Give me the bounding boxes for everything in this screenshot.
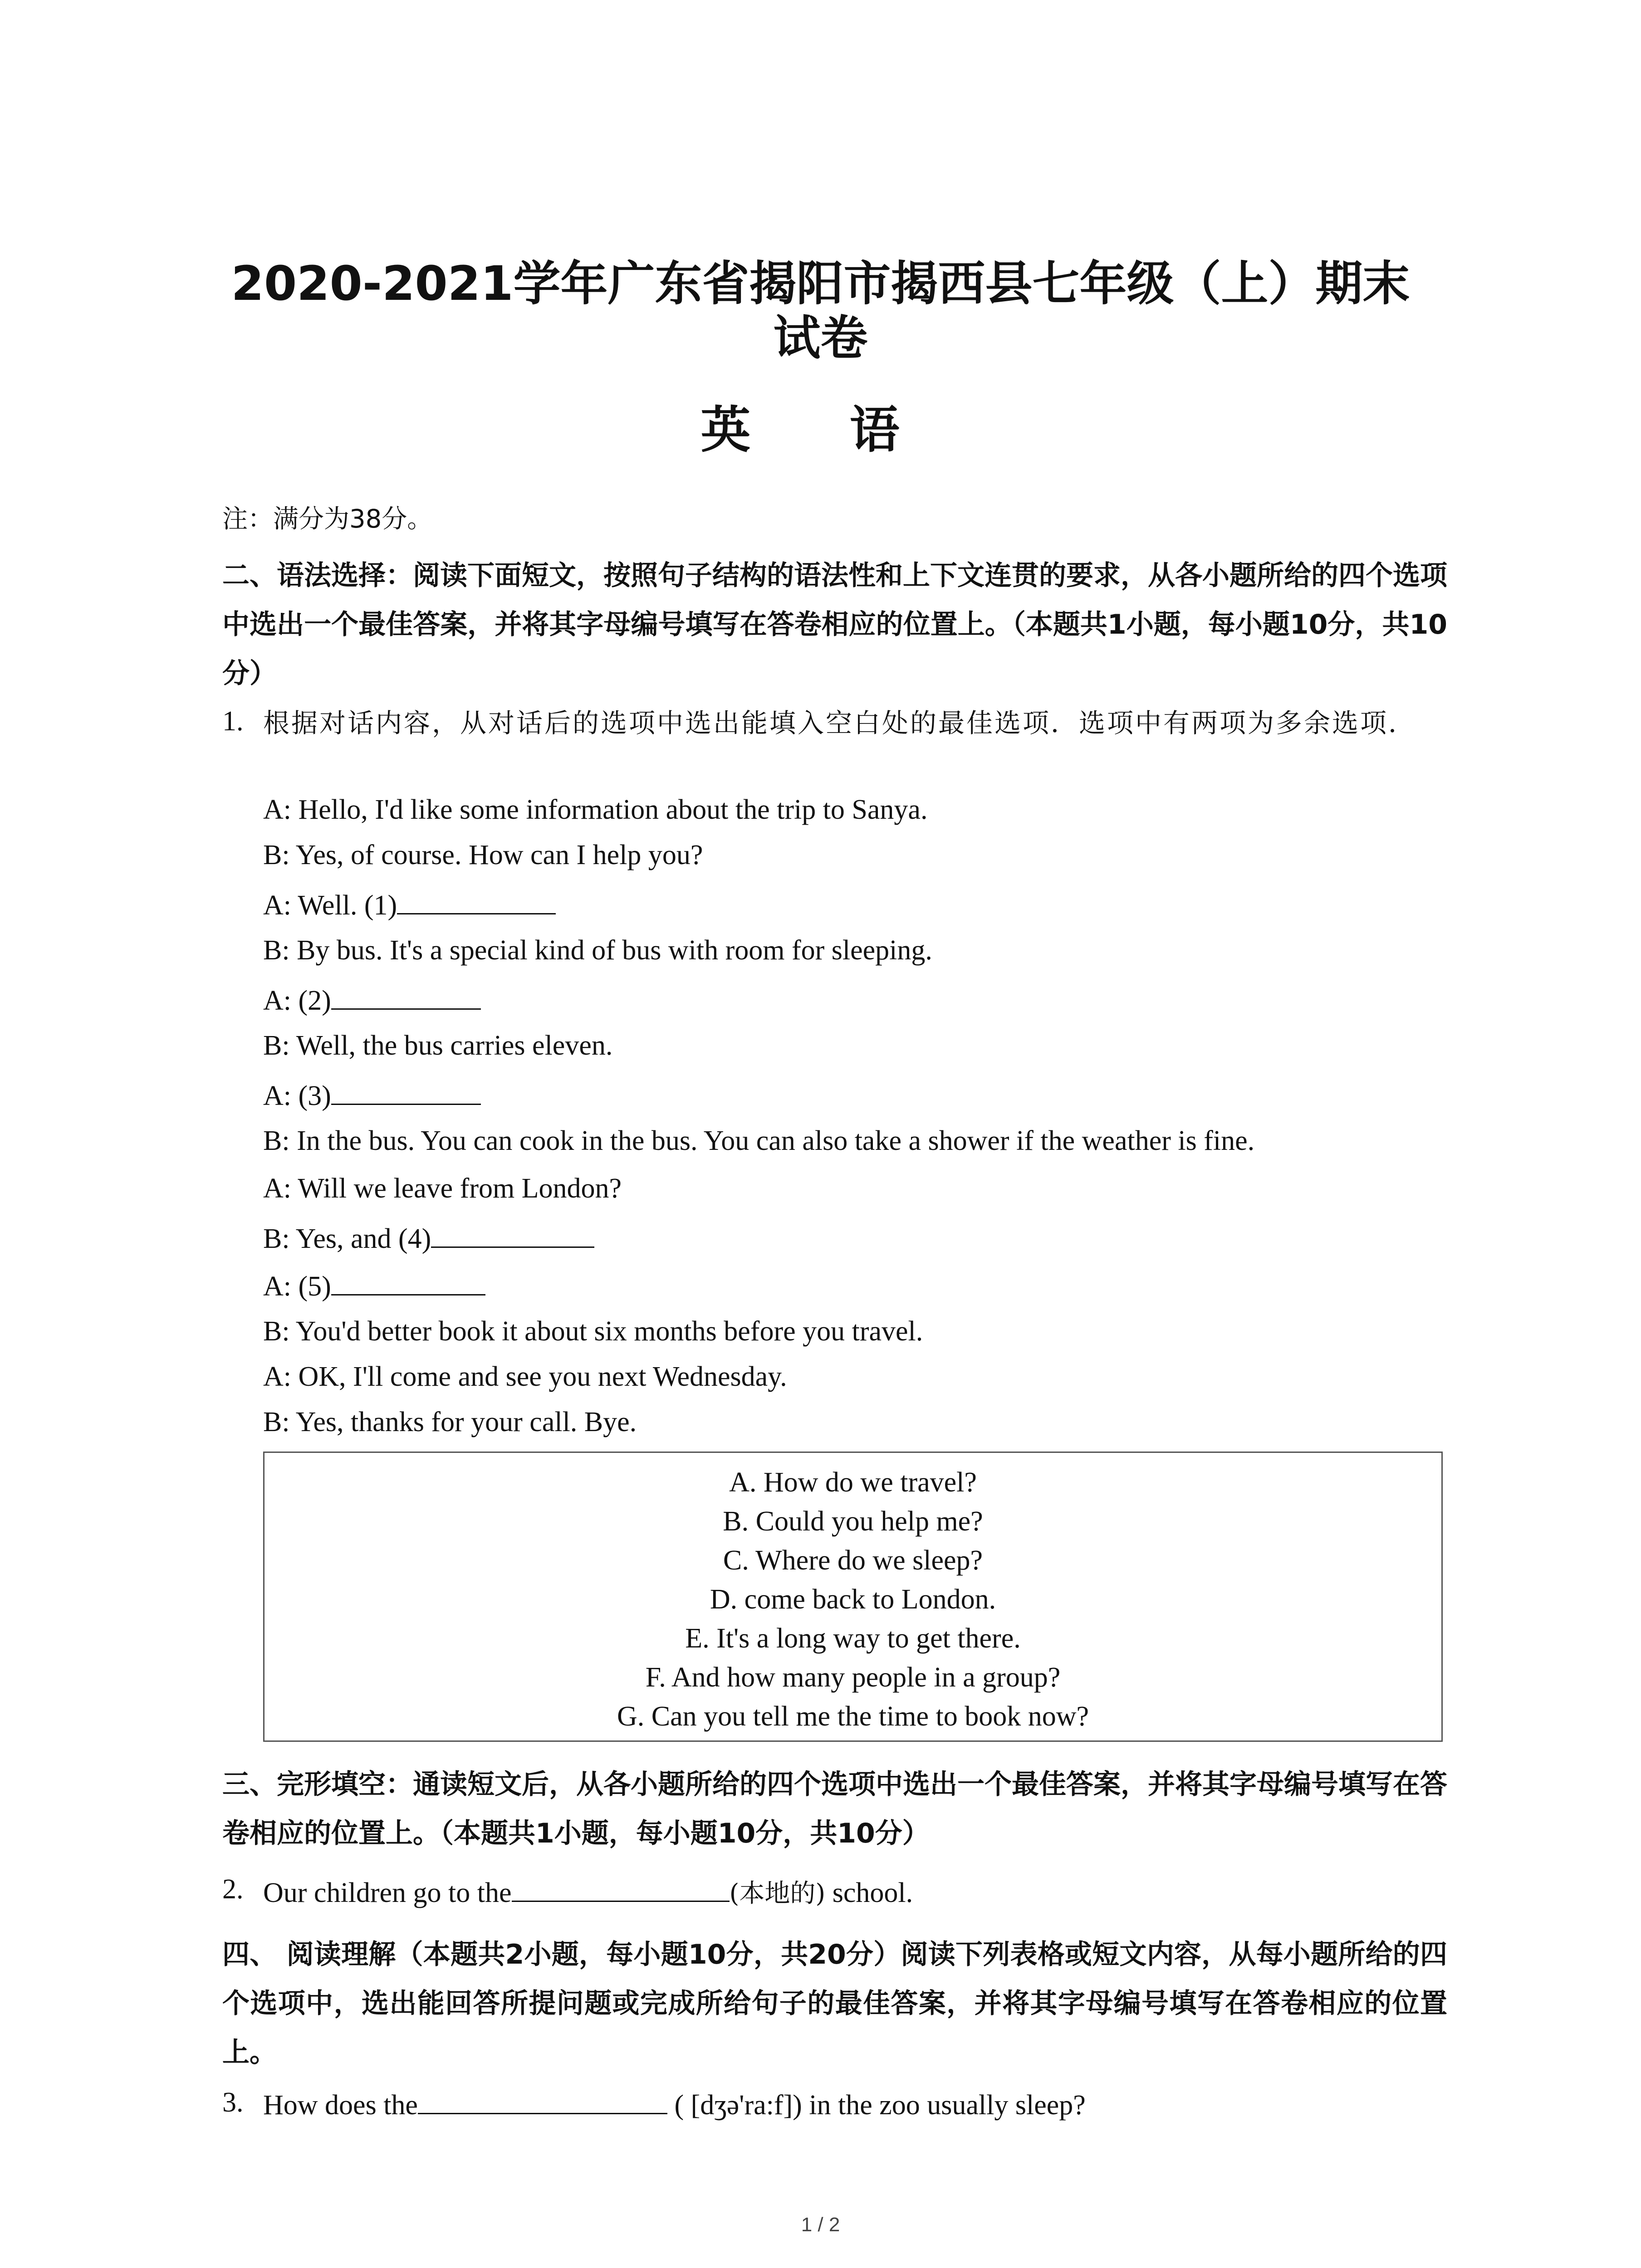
section-4-heading: 四、 阅读理解（本题共2小题，每小题10分，共20分）阅读下列表格或短文内容，从每小题所给的四个选项中，选出能回答所提问题或完成所给句子的最佳答案，并将其字母编号填写在答卷相应的位置上。 bbox=[222, 1939, 1447, 2068]
page-number: 1 / 2 bbox=[801, 2214, 840, 2236]
option-e: E. It's a long way to get there. bbox=[685, 1623, 1021, 1654]
answer-blank-q3[interactable] bbox=[418, 2087, 667, 2114]
exam-title-line1: 2020-2021学年广东省揭阳市揭西县七年级（上）期末 bbox=[231, 256, 1410, 311]
dialogue-line: A: OK, I'll come and see you next Wednesday. bbox=[263, 1361, 787, 1392]
question-2-after: school. bbox=[825, 1877, 913, 1908]
dialogue-line-with-blank bbox=[263, 1077, 481, 1112]
answer-blank-4[interactable] bbox=[431, 1220, 594, 1248]
question-2-before: Our children go to the bbox=[263, 1877, 512, 1908]
answer-blank-3[interactable] bbox=[331, 1077, 481, 1105]
question-3-before: How does the bbox=[263, 2090, 418, 2121]
dialogue-line: B: In the bus. You can cook in the bus. You can also take a shower if the weather is fine. bbox=[263, 1125, 1255, 1156]
question-3-text bbox=[263, 2087, 1086, 2121]
question-2-hint: (本地的) bbox=[729, 1879, 826, 1908]
answer-blank-q2[interactable] bbox=[512, 1874, 730, 1902]
question-2-text bbox=[263, 1873, 913, 1910]
option-f: F. And how many people in a group? bbox=[645, 1662, 1061, 1693]
dialogue-line: B: Yes, of course. How can I help you? bbox=[263, 840, 703, 870]
question-1-number: 1. bbox=[222, 706, 244, 737]
dialogue-line-with-blank bbox=[263, 1268, 485, 1303]
dialogue-line-with-blank bbox=[263, 887, 556, 922]
answer-blank-5[interactable] bbox=[331, 1268, 485, 1295]
options-box bbox=[263, 1452, 1443, 1742]
dialogue-line-text: A: (2) bbox=[263, 985, 331, 1016]
section-3-heading: 三、完形填空：通读短文后，从各小题所给的四个选项中选出一个最佳答案，并将其字母编号填写在答卷相应的位置上。（本题共1小题，每小题10分，共10分） bbox=[222, 1769, 1447, 1849]
score-note: 注：满分为38分。 bbox=[222, 504, 433, 534]
question-1-instruction: 根据对话内容，从对话后的选项中选出能填入空白处的最佳选项．选项中有两项为多余选项． bbox=[263, 708, 1417, 738]
dialogue-line-text: B: Yes, and (4) bbox=[263, 1223, 431, 1254]
dialogue-line-text: A: (3) bbox=[263, 1080, 331, 1111]
question-3-after: ( [dʒə'ra:f]) in the zoo usually sleep? bbox=[667, 2090, 1086, 2121]
dialogue-line: A: Will we leave from London? bbox=[263, 1173, 622, 1204]
option-a: A. How do we travel? bbox=[729, 1467, 977, 1498]
dialogue-line: B: Yes, thanks for your call. Bye. bbox=[263, 1407, 637, 1437]
question-2-number: 2. bbox=[222, 1874, 244, 1905]
dialogue-line-with-blank bbox=[263, 1220, 594, 1255]
option-g: G. Can you tell me the time to book now? bbox=[617, 1701, 1089, 1732]
dialogue-line: B: By bus. It's a special kind of bus with room for sleeping. bbox=[263, 935, 932, 966]
exam-title-line2: 试卷 bbox=[773, 310, 868, 366]
dialogue-line: B: Well, the bus carries eleven. bbox=[263, 1030, 613, 1061]
dialogue-line-text: A: (5) bbox=[263, 1271, 331, 1302]
subject-title: 英 语 bbox=[700, 401, 941, 459]
option-b: B. Could you help me? bbox=[723, 1506, 983, 1537]
section-2-heading: 二、语法选择：阅读下面短文，按照句子结构的语法性和上下文连贯的要求，从各小题所给的四个选项中选出一个最佳答案，并将其字母编号填写在答卷相应的位置上。（本题共1小题，每小题10分，共10分） bbox=[222, 560, 1447, 689]
answer-blank-2[interactable] bbox=[331, 982, 481, 1010]
question-3-number: 3. bbox=[222, 2087, 244, 2118]
dialogue-line: B: You'd better book it about six months before you travel. bbox=[263, 1316, 923, 1347]
dialogue-line-with-blank bbox=[263, 982, 481, 1017]
dialogue-line-text: A: Well. (1) bbox=[263, 890, 397, 921]
dialogue-line: A: Hello, I'd like some information about the trip to Sanya. bbox=[263, 794, 928, 825]
answer-blank-1[interactable] bbox=[397, 887, 556, 914]
option-c: C. Where do we sleep? bbox=[723, 1545, 983, 1576]
option-d: D. come back to London. bbox=[710, 1584, 996, 1615]
